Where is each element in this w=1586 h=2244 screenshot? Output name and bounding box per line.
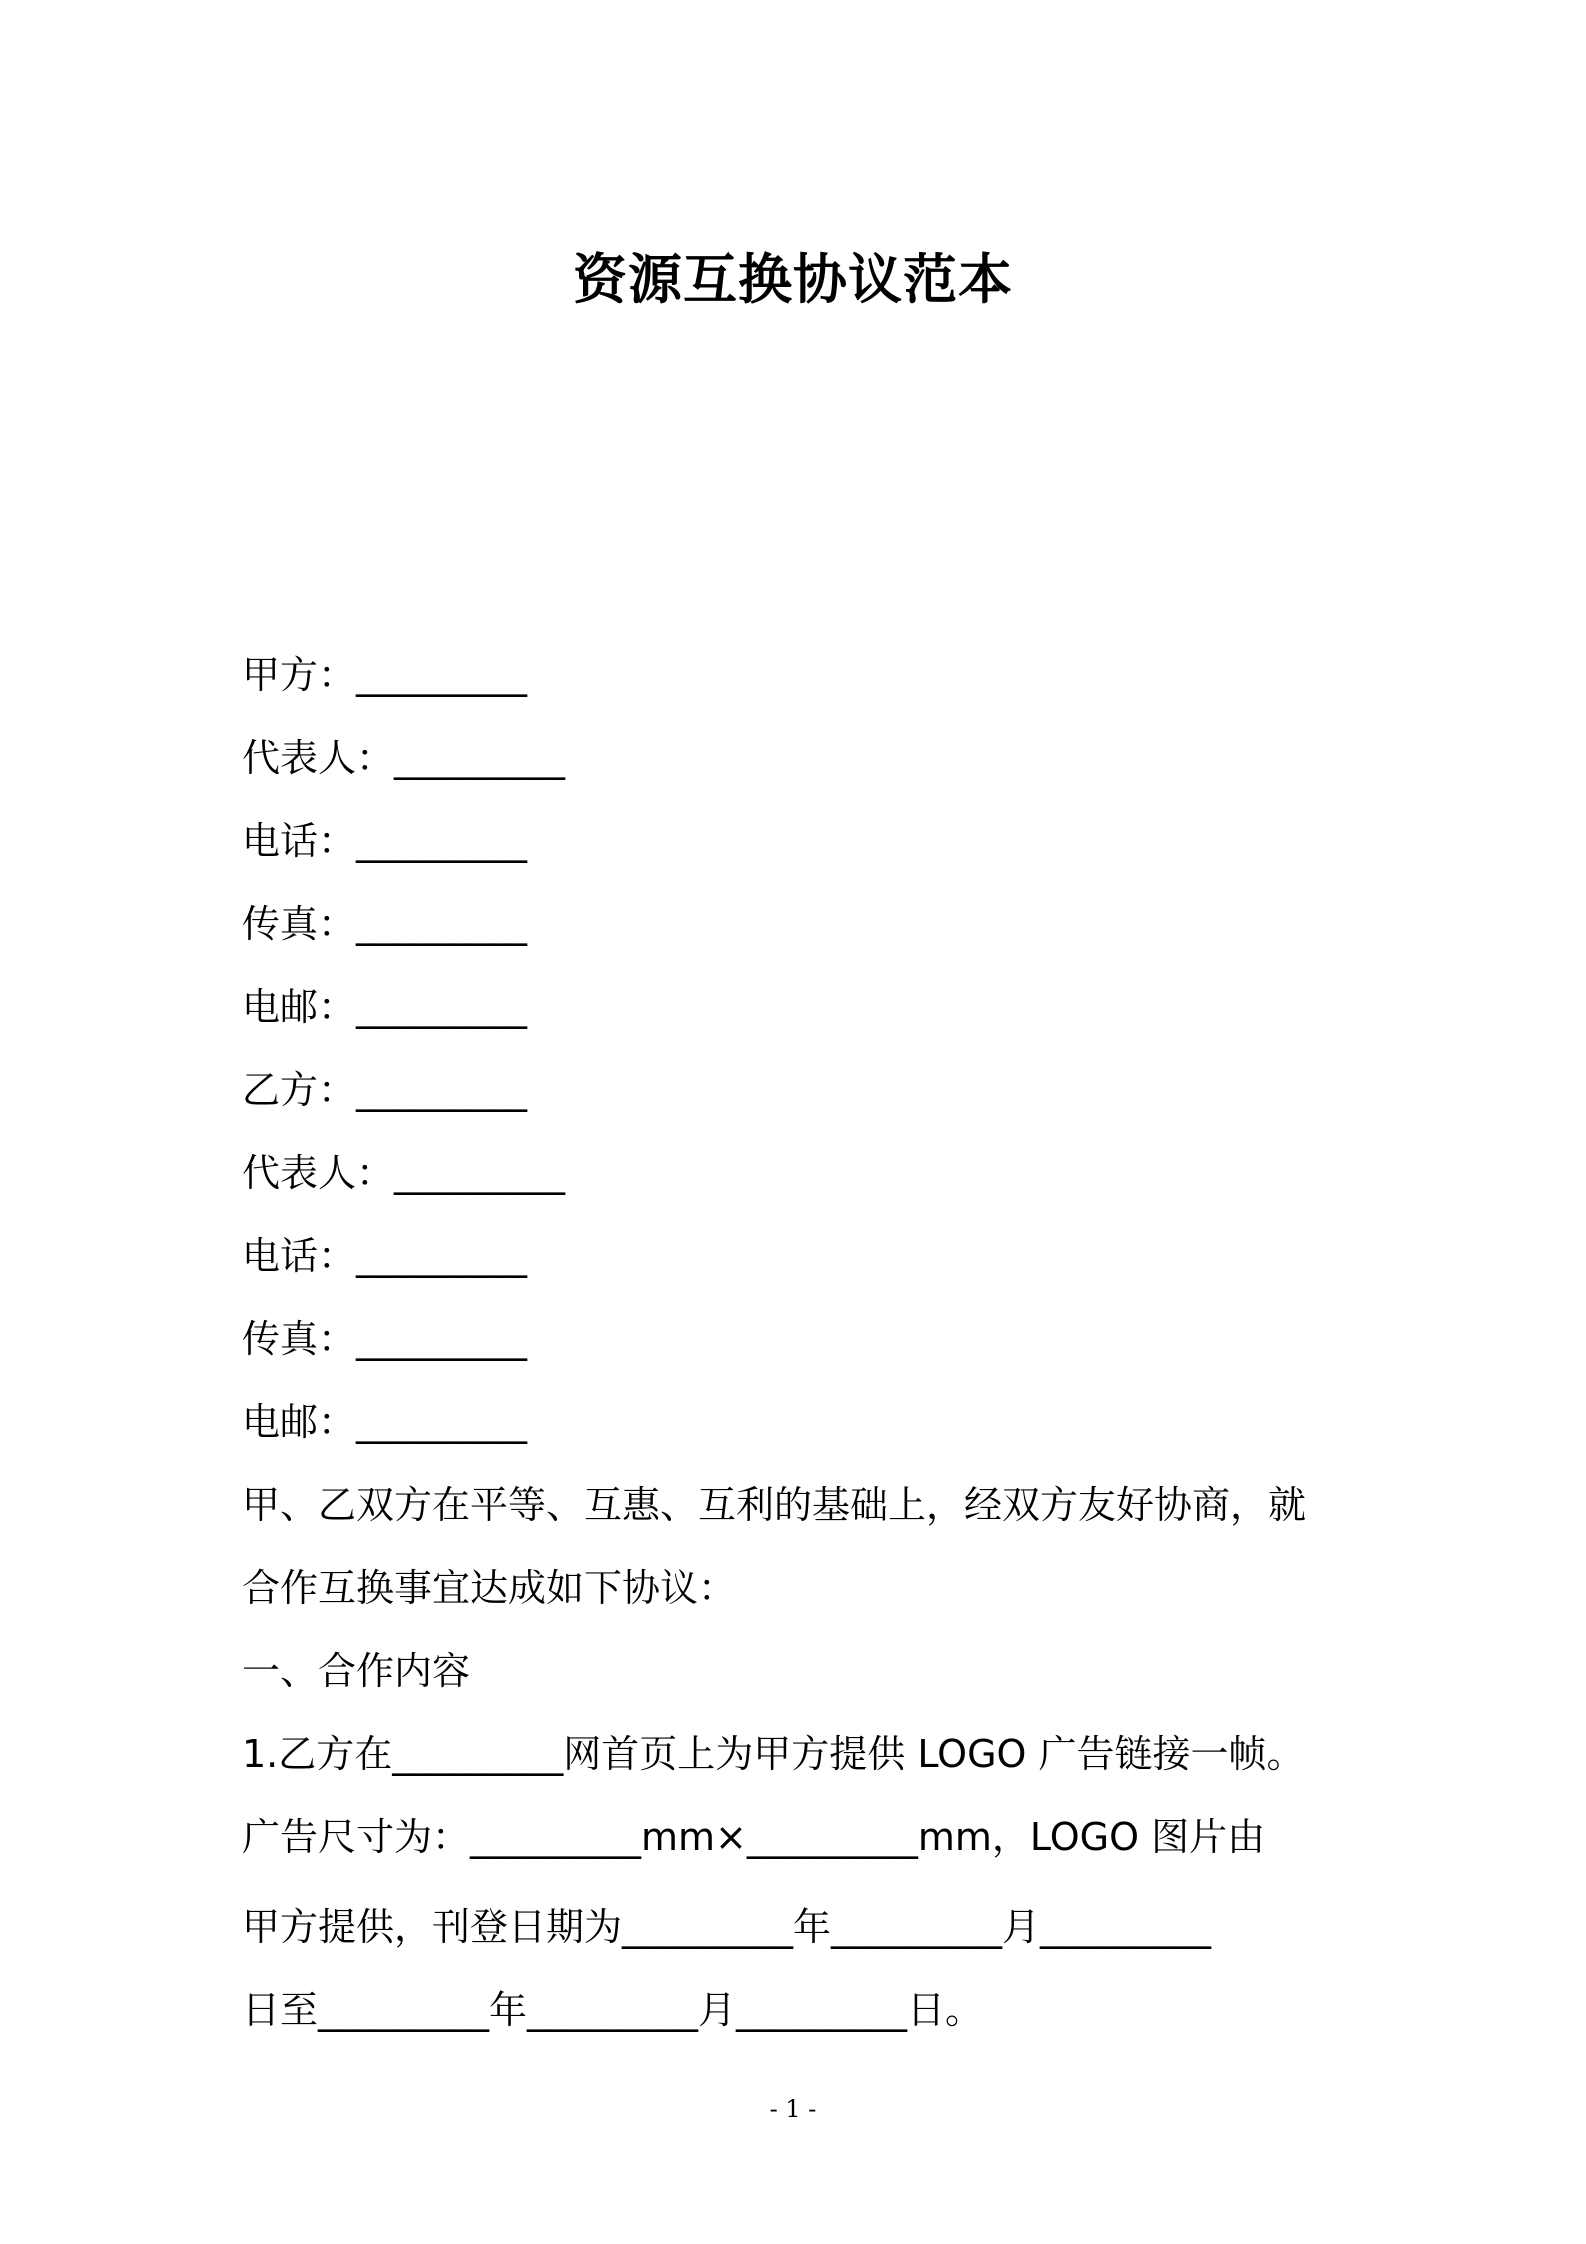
page-number: - 1 - — [769, 2095, 817, 2123]
clause-line-1: 1.乙方在_________网首页上为甲方提供 LOGO 广告链接一帧。 — [242, 1732, 1305, 1776]
intro-line-2: 合作互换事宜达成如下协议： — [242, 1566, 737, 1610]
party-a-email: 电邮：_________ — [242, 985, 528, 1029]
party-a-phone: 电话：_________ — [242, 819, 528, 863]
party-b-representative: 代表人：_________ — [242, 1151, 566, 1195]
party-b-email: 电邮：_________ — [242, 1400, 528, 1444]
party-b-phone: 电话：_________ — [242, 1234, 528, 1278]
intro-line-1: 甲、乙双方在平等、互惠、互利的基础上，经双方友好协商，就 — [242, 1483, 1307, 1527]
section-heading: 一、合作内容 — [242, 1649, 471, 1693]
clause-line-2: 广告尺寸为：_________mm×_________mm，LOGO 图片由 — [242, 1815, 1266, 1859]
party-b-fax: 传真：_________ — [242, 1317, 528, 1361]
document-title: 资源互换协议范本 — [573, 248, 1013, 311]
party-b-name: 乙方：_________ — [242, 1068, 528, 1112]
party-a-fax: 传真：_________ — [242, 902, 528, 946]
party-a-name: 甲方：_________ — [242, 653, 528, 697]
clause-line-4: 日至_________年_________月_________日。 — [242, 1988, 984, 2032]
party-a-representative: 代表人：_________ — [242, 736, 566, 780]
clause-line-3: 甲方提供，刊登日期为_________年_________月_________ — [242, 1905, 1212, 1949]
